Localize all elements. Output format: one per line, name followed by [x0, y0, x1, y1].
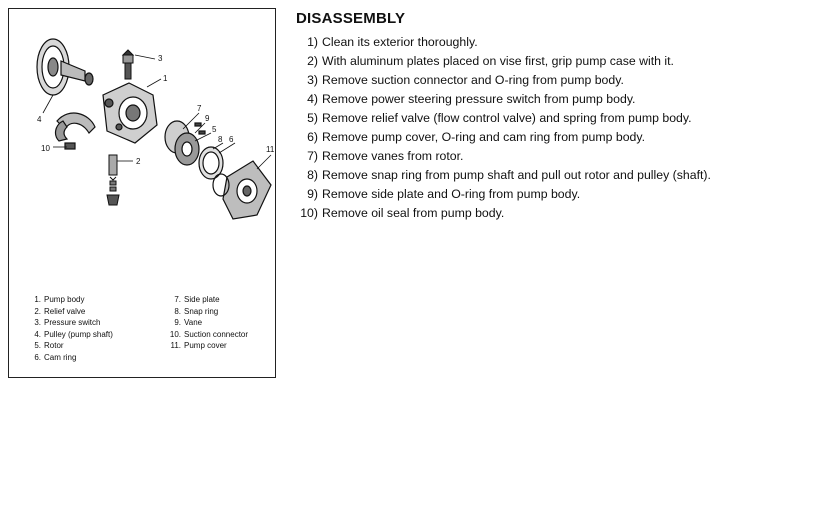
- callout-11: 11: [266, 145, 275, 154]
- step-item: 6) Remove pump cover, O-ring and cam ring from pump body.: [307, 130, 646, 144]
- step-item: 2) With aluminum plates placed on vise first, grip pump case with it.: [307, 54, 674, 68]
- pressure-switch-part: [123, 50, 133, 79]
- legend-item: 7. Side plate: [174, 295, 220, 304]
- step-item: 7) Remove vanes from rotor.: [307, 149, 464, 163]
- pulley-part: [37, 39, 93, 95]
- callout-8: 8: [218, 135, 223, 144]
- legend-column-right: [169, 294, 248, 352]
- legend-item: 10. Suction connector: [169, 329, 249, 339]
- step-item: 1) Clean its exterior thoroughly.: [307, 35, 478, 49]
- step-item: 10) Remove oil seal from pump body.: [300, 206, 505, 220]
- legend-item: 2. Relief valve: [34, 306, 86, 316]
- callout-6: 6: [229, 135, 234, 144]
- legend-item: 3. Pressure switch: [34, 318, 101, 327]
- legend-item: 6. Cam ring: [34, 352, 77, 362]
- legend-item: 9. Vane: [174, 318, 203, 327]
- pump-body-part: [103, 83, 157, 143]
- callout-4: 4: [37, 115, 42, 124]
- step-item: 4) Remove power steering pressure switch from pump body.: [307, 92, 636, 106]
- callout-10: 10: [41, 144, 50, 153]
- section-title: DISASSEMBLY: [296, 10, 406, 27]
- legend-item: 5. Rotor: [34, 341, 64, 350]
- exploded-view-figure: [8, 8, 276, 378]
- disassembly-section: [296, 10, 716, 223]
- suction-connector-part: [56, 113, 95, 149]
- callout-7: 7: [197, 104, 202, 113]
- callout-9: 9: [205, 114, 210, 123]
- step-item: 3) Remove suction connector and O-ring from pump body.: [307, 73, 624, 87]
- callout-3: 3: [158, 54, 163, 63]
- steps-list: [296, 33, 716, 223]
- legend-column-left: [29, 294, 113, 363]
- legend-item: 1. Pump body: [34, 295, 85, 304]
- step-item: 8) Remove snap ring from pump shaft and pull out rotor and pulley (shaft).: [307, 168, 711, 182]
- callout-1: 1: [163, 74, 168, 83]
- legend-item: 8. Snap ring: [174, 306, 219, 316]
- callout-5: 5: [212, 125, 217, 134]
- callout-2: 2: [136, 157, 141, 166]
- step-item: 5) Remove relief valve (flow control valve) and spring from pump body.: [307, 111, 692, 125]
- relief-valve-part: [107, 155, 119, 205]
- legend-item: 11. Pump cover: [170, 341, 227, 350]
- pump-exploded-diagram: [9, 9, 277, 289]
- step-item: 9) Remove side plate and O-ring from pump body.: [307, 187, 581, 201]
- legend-item: 4. Pulley (pump shaft): [34, 329, 113, 339]
